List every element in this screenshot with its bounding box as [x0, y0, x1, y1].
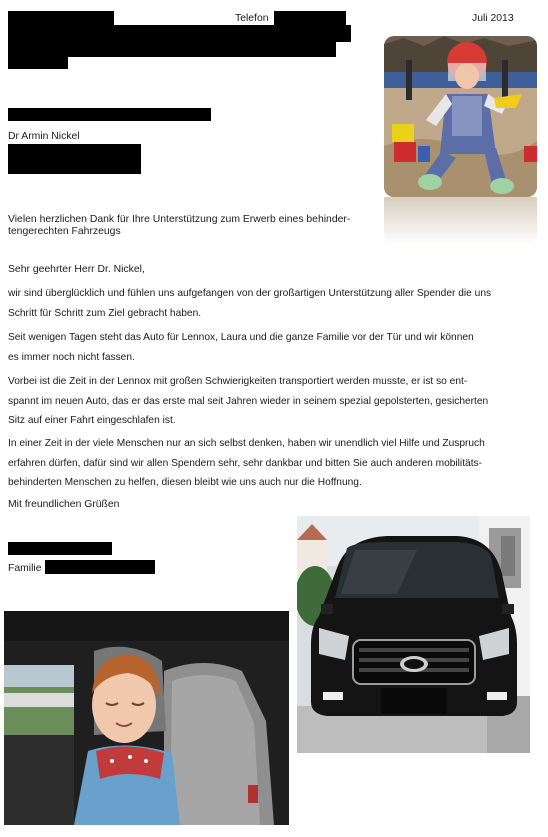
child-sandbox-illustration	[384, 36, 537, 197]
body-line: behinderten Menschen zu helfen, diesen bleibt wie uns auch nur die Hoffnung.	[8, 477, 362, 488]
body-line: Schritt für Schritt zum Ziel gebracht haben.	[8, 307, 202, 319]
redacted-recipient-organization	[8, 108, 211, 121]
redacted-phone-number	[274, 11, 346, 25]
subject-line-2: tengerechten Fahrzeugs	[8, 226, 121, 237]
body-line: es immer noch nicht fassen.	[8, 351, 135, 363]
photo-boy-in-car-seat	[4, 611, 289, 825]
body-line: In einer Zeit in der viele Menschen nur an sich selbst denken, haben wir unendlich viel Hilfe und Zuspruch	[8, 438, 485, 449]
body-line: erfahren dürfen, dafür sind wir allen Spendern sehr, sehr dankbar und bitten Sie auch anderen mobilitäts-	[8, 457, 483, 469]
body-line: Vorbei ist die Zeit in der Lennox mit großen Schwierigkeiten transportiert werden musste, er ist so ent-	[8, 376, 468, 387]
subject-line-1: Vielen herzlichen Dank für Ihre Unterstützung zum Erwerb eines behinder-	[8, 214, 351, 225]
phone-label: Telefon	[235, 13, 269, 24]
body-paragraph-1	[8, 284, 528, 323]
photo-child-in-sandbox	[384, 36, 537, 197]
recipient-name: Dr Armin Nickel	[8, 131, 80, 142]
body-line: spannt im neuen Auto, das er das erste mal seit Jahren wieder in seinem spezial gepolsterten, gesicherten	[8, 395, 489, 407]
letter-date: Juli 2013	[472, 13, 514, 24]
body-line: wir sind überglücklich und fühlen uns aufgefangen von der großartigen Unterstützung aller Spender die uns	[8, 288, 492, 299]
family-label: Familie	[8, 563, 42, 574]
redacted-sender-name	[8, 11, 114, 25]
redacted-signature-name	[8, 542, 112, 555]
photo-reflection	[384, 197, 537, 245]
body-line: Seit wenigen Tagen steht das Auto für Lennox, Laura und die ganze Familie vor der Tür und wir können	[8, 332, 474, 343]
redacted-sender-address	[8, 25, 351, 42]
closing-greeting: Mit freundlichen Grüßen	[8, 499, 120, 510]
salutation: Sehr geehrter Herr Dr. Nickel,	[8, 264, 145, 275]
body-line: Sitz auf einer Fahrt eingeschlafen ist.	[8, 415, 176, 426]
redacted-recipient-address	[8, 144, 141, 174]
body-paragraph-4	[8, 434, 528, 493]
photo-black-hyundai-van	[297, 516, 530, 753]
redacted-family-name	[45, 560, 155, 574]
van-illustration	[297, 516, 530, 753]
body-paragraph-3	[8, 372, 528, 431]
body-paragraph-2	[8, 328, 528, 367]
boy-carseat-illustration	[4, 611, 289, 825]
redacted-sender-address	[8, 55, 68, 69]
